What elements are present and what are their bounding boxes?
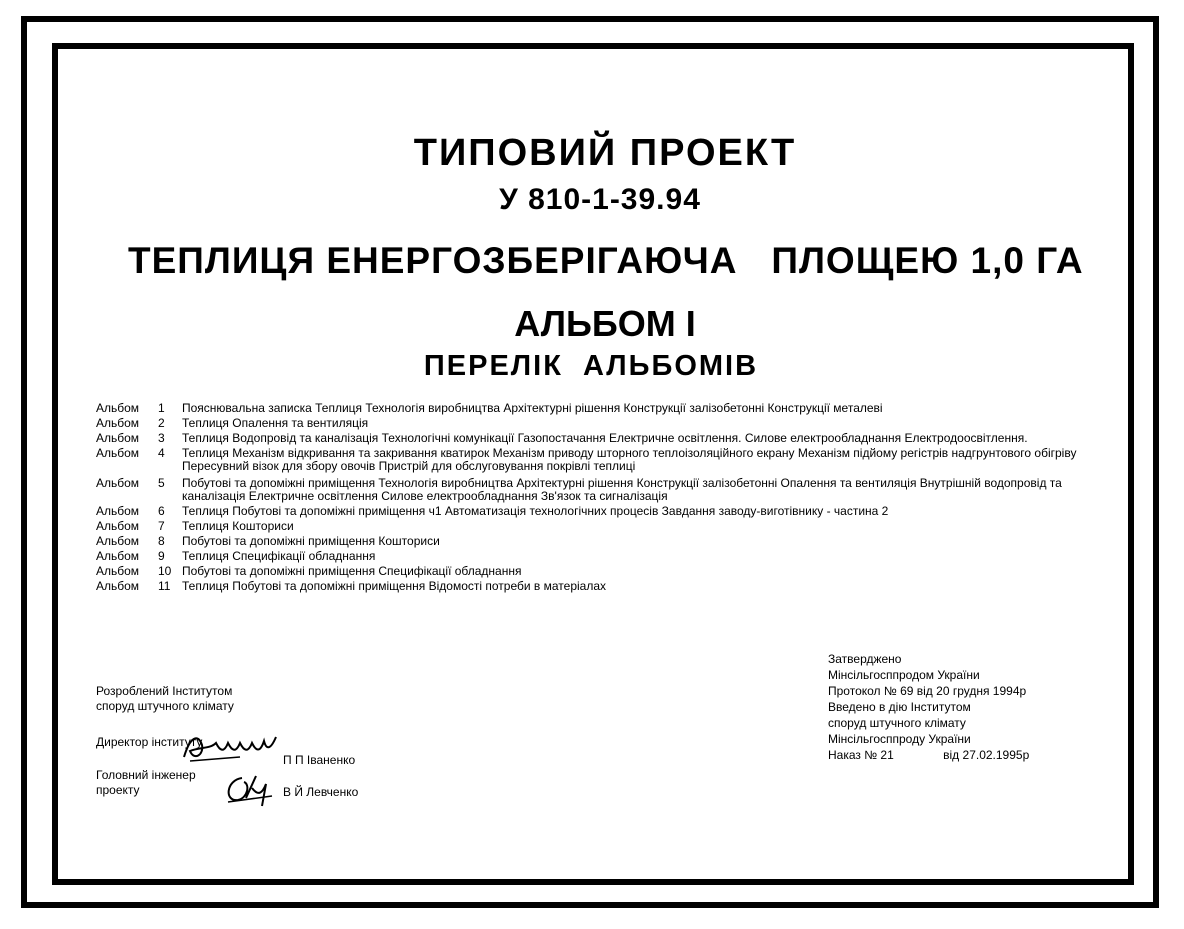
approval-line: Затверджено: [828, 652, 902, 666]
album-row: [96, 477, 1086, 503]
album-number: 7: [158, 519, 165, 533]
order-date: від 27.02.1995р: [943, 748, 1030, 762]
album-number: 1: [158, 401, 165, 415]
album-list: [96, 402, 1086, 595]
album-word: Альбом: [96, 504, 140, 518]
album-row: [96, 565, 1086, 578]
album-contents: Теплиця Специфікації обладнання: [182, 549, 376, 563]
album-number: 10: [158, 564, 172, 578]
album-contents: Теплиця Водопровід та каналізація Технологічні комунікації Газопостачання Електричне освітлення. Силове електрообладнання Електродоосвітлення.: [182, 431, 1028, 445]
album-row: [96, 417, 1086, 430]
album-word: Альбом: [96, 534, 140, 548]
album-row: [96, 535, 1086, 548]
album-number: 9: [158, 549, 165, 563]
order-number: Наказ № 21: [828, 748, 894, 762]
album-contents: Теплиця Побутові та допоміжні приміщення ч1 Автоматизація технологічних процесів Завдання заводу-виготівнику - частина 2: [182, 504, 889, 518]
album-number: 2: [158, 416, 165, 430]
album-row: [96, 447, 1086, 473]
project-title: ТЕПЛИЦЯ ЕНЕРГОЗБЕРІГАЮЧА ПЛОЩЕЮ 1,0 ГА: [128, 240, 1084, 281]
director-signature: [180, 727, 280, 769]
album-number: 8: [158, 534, 165, 548]
developer-line: Розроблений Інститутом: [96, 684, 233, 698]
album-row: [96, 550, 1086, 563]
approval-line: Введено в дію Інститутом: [828, 700, 971, 714]
album-number: 3: [158, 431, 165, 445]
album-word: Альбом: [96, 549, 140, 563]
album-contents: Побутові та допоміжні приміщення Кошториси: [182, 534, 440, 548]
album-contents: Теплиця Побутові та допоміжні приміщення Відомості потреби в матеріалах: [182, 579, 607, 593]
approval-line: споруд штучного клімату: [828, 716, 966, 730]
album-word: Альбом: [96, 416, 140, 430]
director-name: П П Іваненко: [283, 753, 356, 767]
project-code: У 810-1-39.94: [499, 183, 701, 216]
album-title: АЛЬБОМ І: [514, 303, 696, 344]
album-row: [96, 505, 1086, 518]
approval-line: Протокол № 69 від 20 грудня 1994р: [828, 684, 1027, 698]
album-row: [96, 402, 1086, 415]
developer-line: споруд штучного клімату: [96, 699, 234, 713]
album-row: [96, 432, 1086, 445]
album-contents: Пояснювальна записка Теплиця Технологія виробництва Архітектурні рішення Конструкції залізобетонні Конструкції металеві: [182, 401, 883, 415]
approval-block: [828, 651, 1029, 763]
album-number: 5: [158, 476, 165, 490]
engineer-signature: [222, 772, 276, 808]
album-contents: Теплиця Механізм відкривання та закривання кватирок Механізм приводу шторного теплоізоляційного екрану Механізм підйому регістрів надгрунтового обігріву Пересувний візок для збору овочів Пристрій для обслуговування покрівлі теплиці: [182, 446, 1077, 473]
developer-block: [96, 684, 234, 714]
director-label: Директор інституту: [96, 735, 203, 749]
chief-engineer-label: [96, 768, 196, 798]
approval-line: Мінсільгосппродом України: [828, 668, 980, 682]
album-contents: Побутові та допоміжні приміщення Специфікації обладнання: [182, 564, 522, 578]
engineer-label-line: Головний інженер: [96, 768, 196, 782]
album-contents: Теплиця Кошториси: [182, 519, 294, 533]
album-row: [96, 520, 1086, 533]
approval-line: Мінсільгосппроду України: [828, 732, 971, 746]
album-contents: Побутові та допоміжні приміщення Технологія виробництва Архітектурні рішення Конструкції залізобетонні Опалення та вентиляція Внутрішній водопровід та каналізація Електричне освітлення Силове електрообладнання Зв'язок та сигналізація: [182, 476, 1062, 503]
album-list-title: ПЕРЕЛІК АЛЬБОМІВ: [423, 350, 759, 382]
album-word: Альбом: [96, 446, 140, 460]
album-number: 6: [158, 504, 165, 518]
album-number: 4: [158, 446, 165, 460]
doc-type-title: ТИПОВИЙ ПРОЕКТ: [413, 132, 797, 174]
engineer-label-line: проекту: [96, 783, 140, 797]
album-word: Альбом: [96, 519, 140, 533]
album-row: [96, 580, 1086, 593]
engineer-name: В Й Левченко: [283, 785, 359, 799]
album-number: 11: [158, 579, 171, 593]
album-word: Альбом: [96, 564, 140, 578]
order-line: [828, 747, 1029, 763]
album-word: Альбом: [96, 431, 140, 445]
album-word: Альбом: [96, 579, 140, 593]
album-contents: Теплиця Опалення та вентиляція: [182, 416, 369, 430]
album-word: Альбом: [96, 401, 140, 415]
album-word: Альбом: [96, 476, 140, 490]
